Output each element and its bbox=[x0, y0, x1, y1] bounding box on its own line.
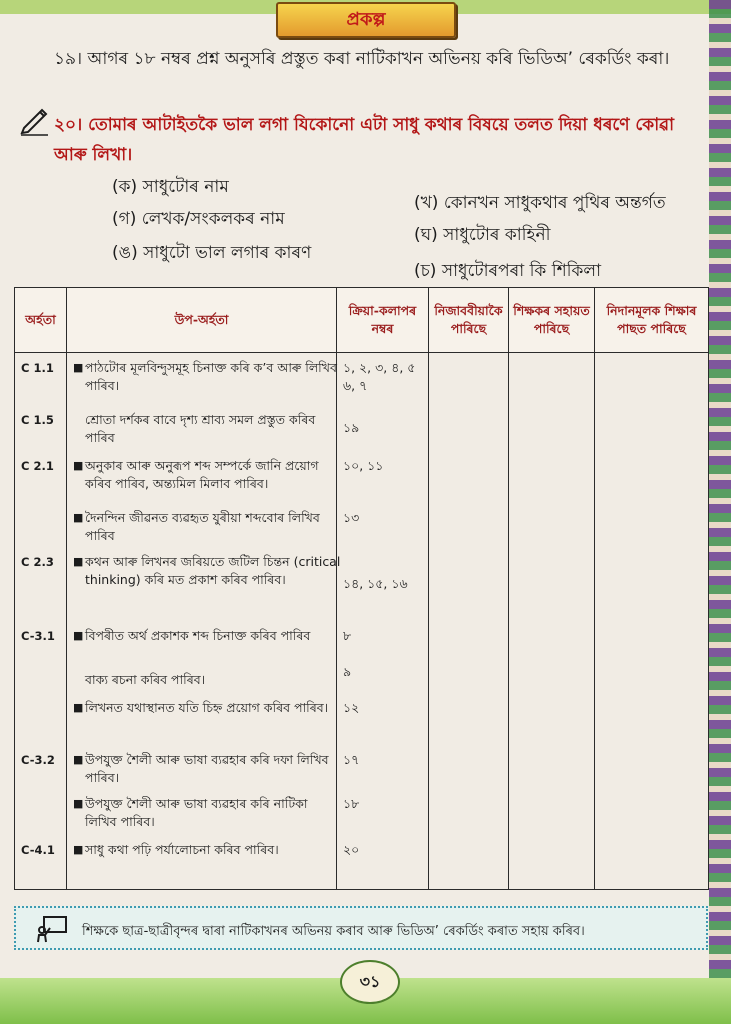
sub-competency-text: বাক্য ৰচনা কৰিব পাৰিব। bbox=[85, 672, 206, 687]
sub-competency-column bbox=[67, 353, 341, 890]
sub-competency-text: কথন আৰু লিখনৰ জৰিয়তে জটিল চিন্তন (critical thinking) কৰি মত প্ৰকাশ কৰিব পাৰিব। bbox=[85, 554, 341, 587]
activity-number: ৮ bbox=[343, 628, 352, 643]
option-uma: (ঙ) সাধুটো ভাল লগাৰ কাৰণ bbox=[112, 243, 312, 263]
teacher-help-column bbox=[509, 353, 595, 890]
header-teacher-help: শিক্ষকৰ সহায়ত পাৰিছে bbox=[509, 288, 595, 353]
option-cha: (চ) সাধুটোৰপৰা কি শিকিলা bbox=[414, 261, 602, 281]
header-sub-competency: উপ-অৰ্হতা bbox=[67, 288, 337, 353]
independent-column bbox=[429, 353, 509, 890]
sub-competency-text: শ্ৰোতা দৰ্শকৰ বাবে দৃশ্য শ্ৰাব্য সমল প্ৰস্তুত কৰিব পাৰিব bbox=[85, 412, 316, 445]
sub-competency-item bbox=[73, 751, 341, 787]
code-c1-5: C 1.5 bbox=[21, 413, 54, 427]
code-c2-3: C 2.3 bbox=[21, 555, 54, 569]
square-bullet-icon: ■ bbox=[73, 511, 84, 524]
square-bullet-icon: ■ bbox=[73, 361, 84, 374]
sub-competency-item bbox=[73, 841, 341, 859]
competency-table bbox=[14, 287, 709, 890]
sub-competency-item bbox=[73, 359, 341, 395]
activity-number: ২০ bbox=[343, 842, 360, 857]
header-remedial: নিদানমূলক শিক্ষাৰ পাছত পাৰিছে bbox=[595, 288, 709, 353]
teacher-note-text: শিক্ষকে ছাত্ৰ-ছাত্ৰীবৃন্দৰ দ্বাৰা নাটিকাখনৰ অভিনয় কৰাব আৰু ভিডিঅ’ ৰেকৰ্ডিং কৰাত সহায় কৰিব। bbox=[82, 924, 585, 939]
sub-competency-text: বিপৰীত অৰ্থ প্ৰকাশক শব্দ চিনাক্ত কৰিব পাৰিব bbox=[85, 628, 311, 643]
sub-competency-item bbox=[73, 411, 341, 447]
sub-competency-item bbox=[73, 795, 341, 831]
square-bullet-icon: ■ bbox=[73, 843, 84, 856]
sub-competency-item bbox=[73, 509, 341, 545]
activity-number: ১০, ১১ bbox=[343, 458, 384, 473]
sub-competency-item bbox=[73, 627, 341, 645]
table-body-row bbox=[15, 353, 709, 890]
section-title: প্ৰকল্প bbox=[276, 2, 456, 38]
right-decorative-border bbox=[709, 0, 731, 1024]
activity-number: ১৯ bbox=[343, 420, 360, 435]
code-c3-2: C-3.2 bbox=[21, 753, 55, 767]
question-20: ২০। তোমাৰ আটাইতকৈ ভাল লগা যিকোনো এটা সাধু কথাৰ বিষয়ে তলত দিয়া ধৰণে কোৱা আৰু লিখা। bbox=[54, 115, 675, 165]
activity-number: ১, ২, ৩, ৪, ৫ ৬, ৭ bbox=[343, 360, 416, 393]
teacher-board-icon bbox=[36, 914, 70, 944]
square-bullet-icon: ■ bbox=[73, 555, 84, 568]
sub-competency-item bbox=[73, 671, 341, 689]
sub-competency-text: পাঠটোৰ মূলবিন্দুসমূহ চিনাক্ত কৰি ক’ব আৰু লিখিব পাৰিব। bbox=[85, 360, 337, 393]
activity-number: ৯ bbox=[343, 664, 352, 679]
sub-competency-text: অনুকাৰ আৰু অনুৰূপ শব্দ সম্পৰ্কে জানি প্ৰয়োগ কৰিব পাৰিব, অন্ত্যমিল মিলাব পাৰিব। bbox=[85, 458, 319, 491]
option-gha: (ঘ) সাধুটোৰ কাহিনী bbox=[414, 225, 551, 245]
option-kha: (খ) কোনখন সাধুকথাৰ পুথিৰ অন্তৰ্গত bbox=[414, 193, 666, 213]
activity-number-column bbox=[337, 353, 429, 890]
table-header-row bbox=[15, 288, 709, 353]
sub-competency-text: উপযুক্ত শৈলী আৰু ভাষা ব্যৱহাৰ কৰি দফা লিখিব পাৰিব। bbox=[85, 752, 329, 785]
square-bullet-icon: ■ bbox=[73, 753, 84, 766]
sub-competency-text: উপযুক্ত শৈলী আৰু ভাষা ব্যৱহাৰ কৰি নাটিকা লিখিব পাৰিব। bbox=[85, 796, 308, 829]
pencil-icon bbox=[18, 102, 52, 136]
code-c2-1: C 2.1 bbox=[21, 459, 54, 473]
square-bullet-icon: ■ bbox=[73, 797, 84, 810]
square-bullet-icon: ■ bbox=[73, 459, 84, 472]
sub-competency-text: দৈনন্দিন জীৱনত ব্যৱহৃত যুৰীয়া শব্দবোৰ লিখিব পাৰিব bbox=[85, 510, 320, 543]
code-c3-1: C-3.1 bbox=[21, 629, 55, 643]
option-ka: (ক) সাধুটোৰ নাম bbox=[112, 177, 229, 197]
sub-competency-item bbox=[73, 457, 341, 493]
activity-number: ১৪, ১৫, ১৬ bbox=[343, 576, 408, 591]
remedial-column bbox=[595, 353, 709, 890]
activity-number: ১৭ bbox=[343, 752, 360, 767]
sub-competency-item bbox=[73, 699, 341, 717]
code-c4-1: C-4.1 bbox=[21, 843, 55, 857]
sub-competency-item bbox=[73, 553, 341, 589]
codes-column bbox=[15, 353, 67, 890]
option-ga: (গ) লেখক/সংকলকৰ নাম bbox=[112, 209, 285, 229]
sub-competency-text: সাধু কথা পঢ়ি পৰ্যালোচনা কৰিব পাৰিব। bbox=[85, 842, 279, 857]
activity-number: ১৩ bbox=[343, 510, 360, 525]
sub-competency-text: লিখনত যথাস্থানত যতি চিহ্ন প্ৰয়োগ কৰিব পাৰিব। bbox=[85, 700, 329, 715]
square-bullet-icon: ■ bbox=[73, 701, 84, 714]
teacher-note-box bbox=[14, 906, 708, 950]
activity-number: ১২ bbox=[343, 700, 360, 715]
header-competency: অৰ্হতা bbox=[15, 288, 67, 353]
header-independent: নিজাববীয়াকৈ পাৰিছে bbox=[429, 288, 509, 353]
page-number: ৩১ bbox=[340, 960, 400, 1004]
question-19: ১৯। আগৰ ১৮ নম্বৰ প্ৰশ্ন অনুসৰি প্ৰস্তুত কৰা নাটিকাখন অভিনয় কৰি ভিডিঅ’ ৰেকৰ্ডিং কৰা। bbox=[54, 49, 670, 69]
header-activity-number: ক্ৰিয়া-কলাপৰ নম্বৰ bbox=[337, 288, 429, 353]
activity-number: ১৮ bbox=[343, 796, 360, 811]
square-bullet-icon: ■ bbox=[73, 629, 84, 642]
code-c1-1: C 1.1 bbox=[21, 361, 54, 375]
